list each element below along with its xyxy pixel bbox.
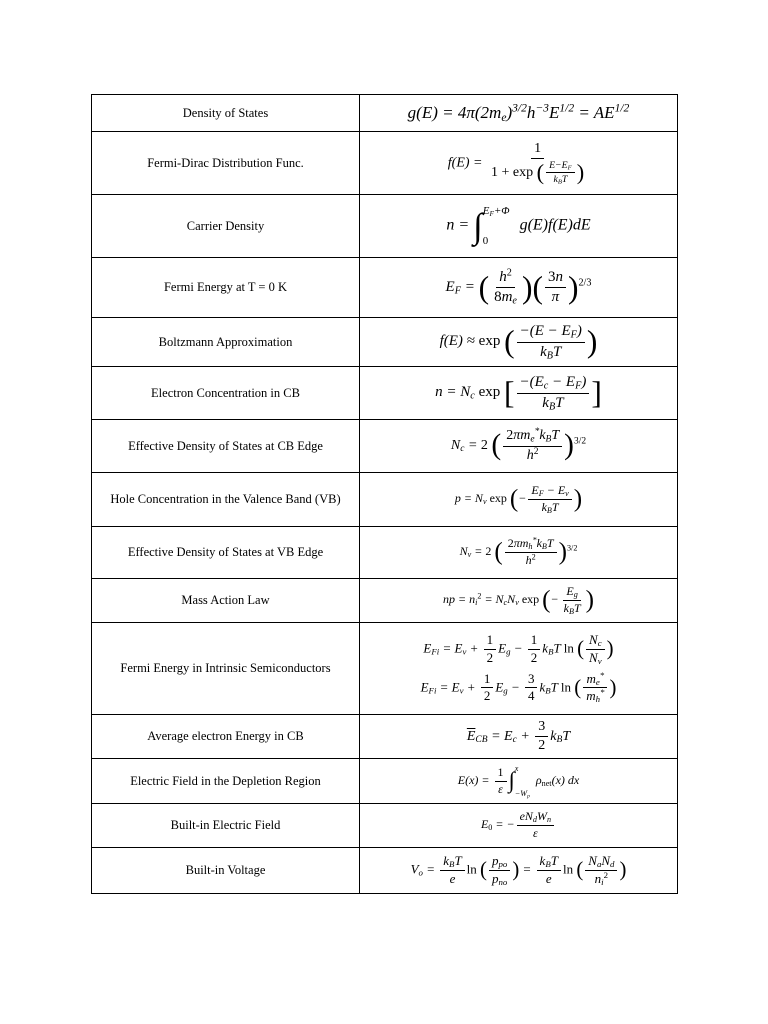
row-label: Fermi Energy in Intrinsic Semiconductors bbox=[92, 623, 360, 715]
row-label: Electric Field in the Depletion Region bbox=[92, 759, 360, 804]
formula-nc: $N_c = 2$ ( $2\pi m_e^*k_BT$ $h^2$ )$^{3/2}$ bbox=[360, 420, 678, 473]
formula-boltzmann: f(E) ≈ exp ( $-(E - E_F)$ $k_BT$ ) bbox=[360, 318, 678, 367]
row-label: Hole Concentration in the Valence Band (VB) bbox=[92, 473, 360, 527]
row-label: Effective Density of States at CB Edge bbox=[92, 420, 360, 473]
table-row bbox=[92, 579, 678, 623]
row-label: Mass Action Law bbox=[92, 579, 360, 623]
row-label: Density of States bbox=[92, 95, 360, 132]
table-row bbox=[92, 367, 678, 420]
row-label: Average electron Energy in CB bbox=[92, 715, 360, 759]
table-row bbox=[92, 318, 678, 367]
formula-table bbox=[91, 94, 678, 894]
formula-builtin-field: $E_0$ = − $eN_dW_n$ ε bbox=[360, 804, 678, 848]
row-label: Effective Density of States at VB Edge bbox=[92, 527, 360, 579]
row-label: Fermi-Dirac Distribution Func. bbox=[92, 132, 360, 195]
table-row bbox=[92, 715, 678, 759]
row-label: Built-in Electric Field bbox=[92, 804, 360, 848]
formula-depletion-field: E(x) = $\frac{1}{\varepsilon}$ ∫ x $-W_p$ $\rho_{net}(x)$ dx bbox=[360, 759, 678, 804]
formula-average-energy: $\overline{E}_{CB} = E_c$ + $\frac{3}{2}$ $k_BT$ bbox=[360, 715, 678, 759]
formula-nv: $N_v = 2$ ( $2\pi m_h^*k_BT$ $h^2$ )$^{3/2}$ bbox=[360, 527, 678, 579]
formula-hole-concentration: $p = N_v$ exp (− $E_F - E_v$ $k_BT$ ) bbox=[360, 473, 678, 527]
row-label: Boltzmann Approximation bbox=[92, 318, 360, 367]
formula-fermi-dirac: f(E) = 1 1 + exp ( $E-E_F$ $k_BT$ ) bbox=[360, 132, 678, 195]
formula-carrier-density: n = ∫ $E_F+\Phi$ 0 g(E)f(E)dE bbox=[360, 195, 678, 258]
table-row bbox=[92, 132, 678, 195]
formula-mass-action: np = $n_i^2 = N_cN_v$ exp (− $E_g$ $k_BT$ ) bbox=[360, 579, 678, 623]
table-row bbox=[92, 804, 678, 848]
formula-builtin-voltage: $V_o$ = $k_BT$ e ln ( $p_{po}$ $p_{no}$ ) = $k_BT$ e ln ( $N_aN_d$ $n_i^2$ ) bbox=[360, 848, 678, 894]
formula-electron-concentration: $n = N_c$ exp [ $-(E_c - E_F)$ $k_BT$ ] bbox=[360, 367, 678, 420]
table-row bbox=[92, 623, 678, 715]
formula-fermi-energy-0k: $E_F$ = ( $\frac{h^2}{8m_e}$ )( $\frac{3n}{\pi}$ )$^{2/3}$ bbox=[360, 258, 678, 318]
table-row bbox=[92, 95, 678, 132]
table-row bbox=[92, 258, 678, 318]
row-label: Carrier Density bbox=[92, 195, 360, 258]
table-row bbox=[92, 527, 678, 579]
table-row bbox=[92, 473, 678, 527]
table-row bbox=[92, 848, 678, 894]
formula-density-of-states: $g(E) = 4\pi(2m_e)^{3/2}h^{-3}E^{1/2} = AE^{1/2}$ bbox=[360, 95, 678, 132]
table-row bbox=[92, 420, 678, 473]
row-label: Electron Concentration in CB bbox=[92, 367, 360, 420]
row-label: Built-in Voltage bbox=[92, 848, 360, 894]
row-label: Fermi Energy at T = 0 K bbox=[92, 258, 360, 318]
table-row bbox=[92, 195, 678, 258]
formula-intrinsic-fermi: $E_{Fi} = E_v$ + $\frac{1}{2}$ $E_g$ − $\frac{1}{2}$ $k_BT$ ln ( $\frac{N_c}{N_v}$ ) $E_{Fi} = E_v$ + $\frac{1}{2}$ $E_g$ − $\frac{3}{4}$ $k_BT$ ln ( $\frac{m_e^*}{m_h^*}$ ) bbox=[360, 623, 678, 715]
table-row bbox=[92, 759, 678, 804]
